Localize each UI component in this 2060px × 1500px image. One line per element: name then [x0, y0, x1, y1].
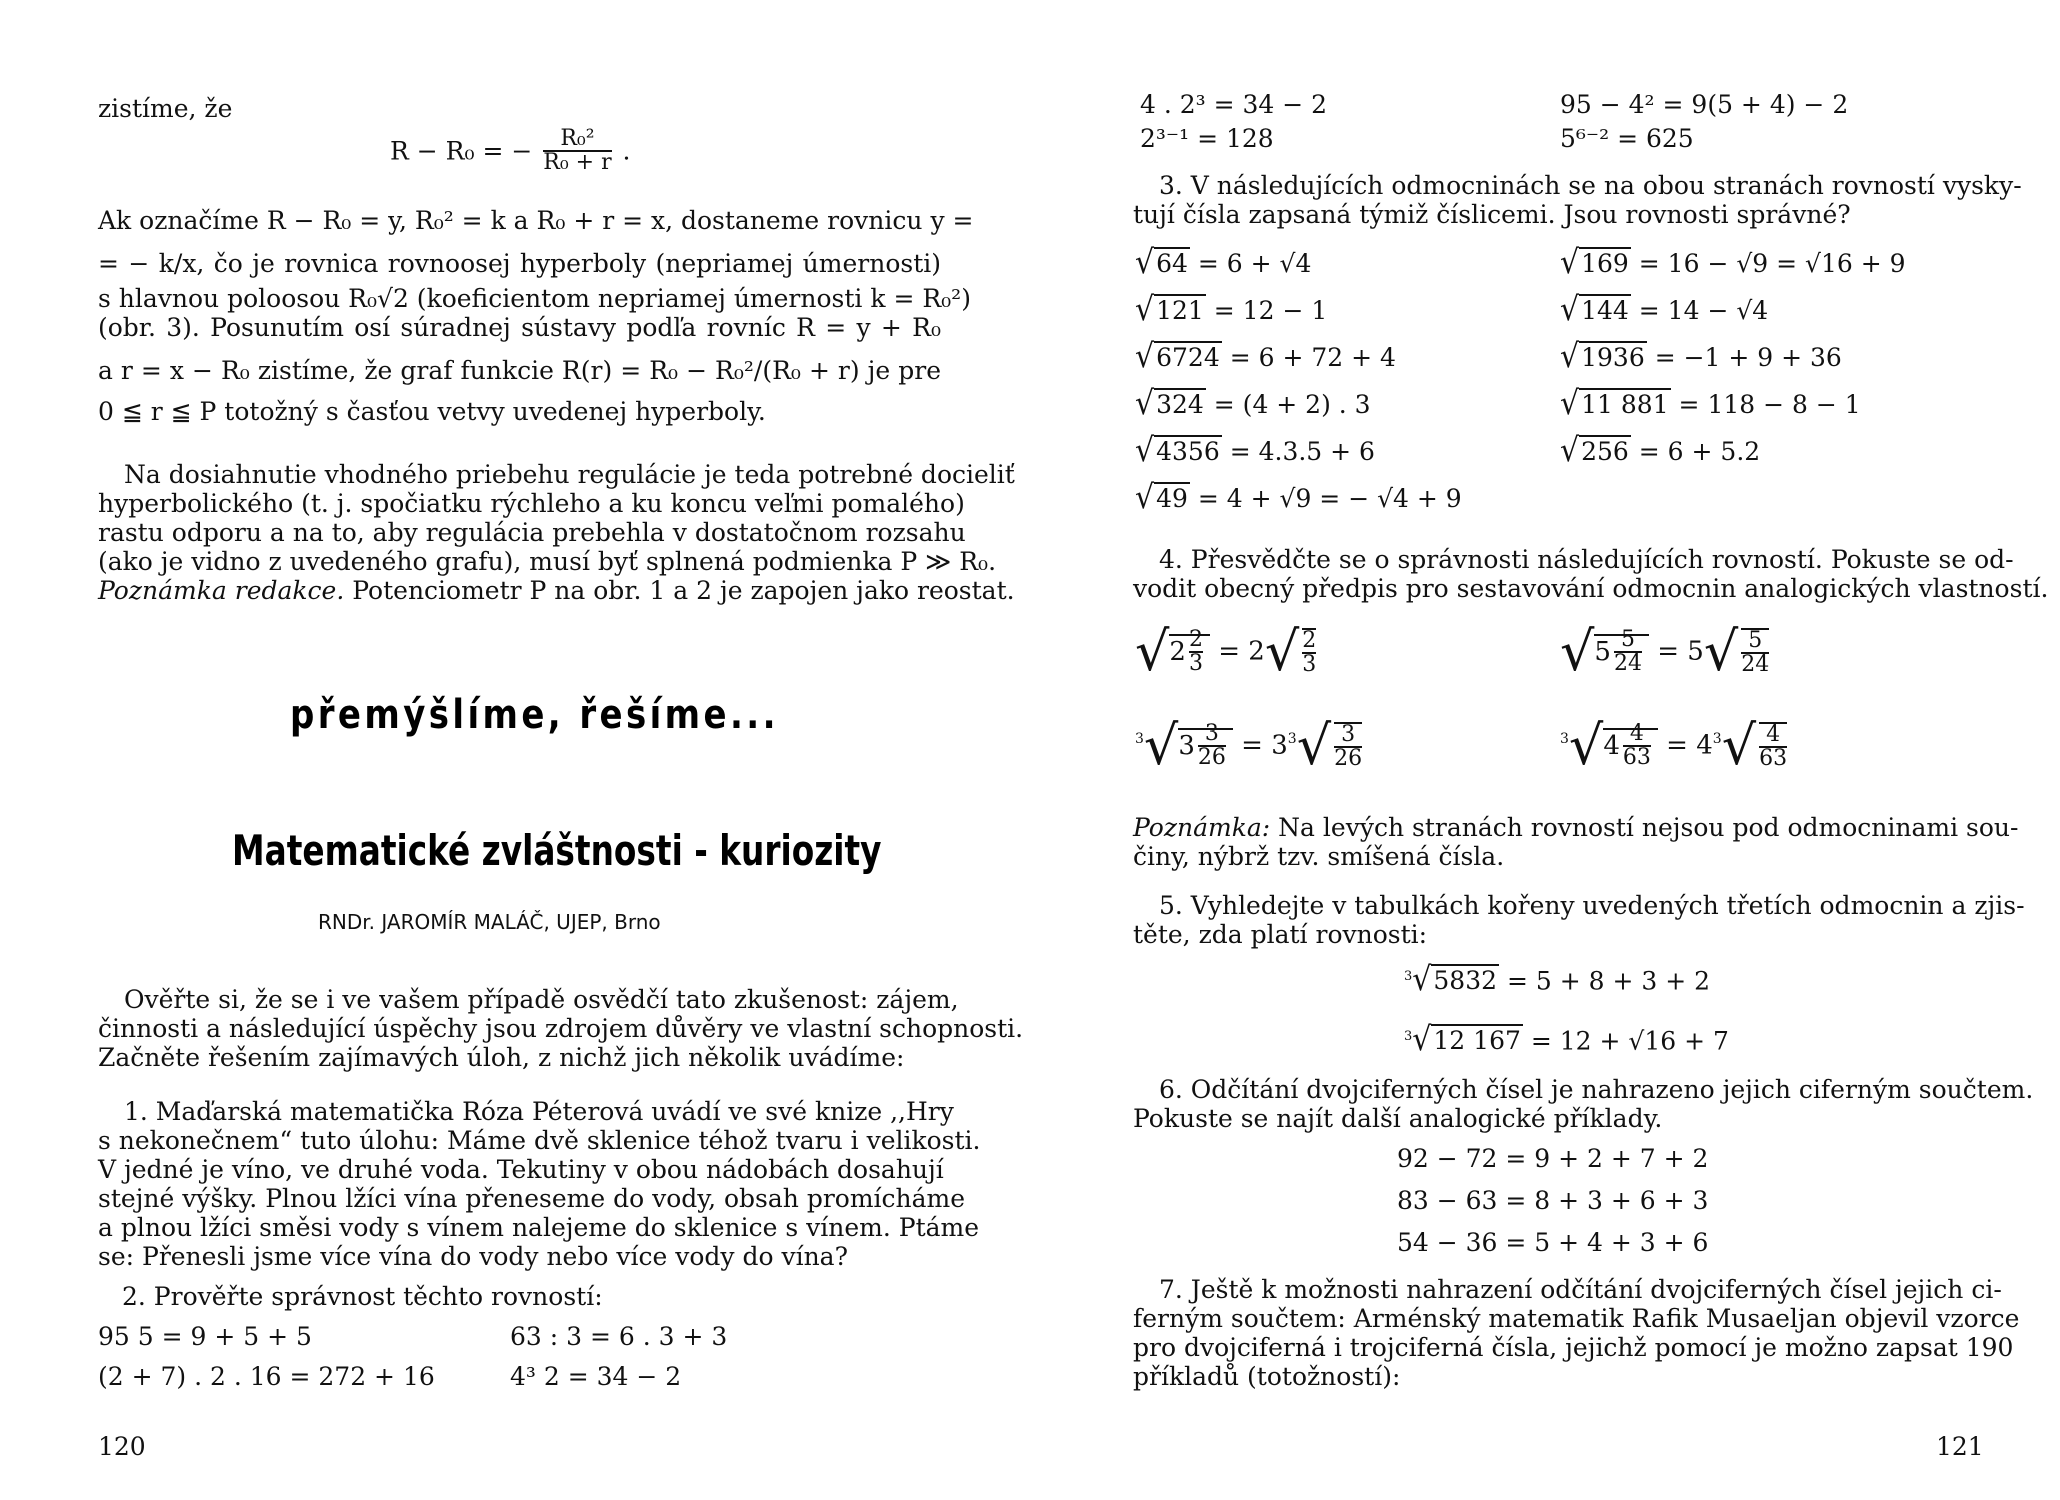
text-line: Ak označíme R − R₀ = y, R₀² = k a R₀ + r = x, dostaneme rovnicu y = [98, 206, 974, 235]
mixed-numerator: 3 [1204, 720, 1219, 746]
mixed-numerator: 5 [1748, 627, 1763, 653]
equation: 95 − 4² = 9(5 + 4) − 2 [1560, 90, 1849, 119]
radicand: 121 [1156, 296, 1204, 325]
root-equation: √11 881 = 118 − 8 − 1 [1560, 384, 1861, 423]
note-4-paragraph [1133, 813, 2019, 871]
mixed-numerator: 2 [1302, 627, 1317, 653]
problem-4-paragraph [1133, 545, 2049, 603]
mixed-numerator: 3 [1341, 721, 1356, 747]
author-line: RNDr. JAROMÍR MALÁČ, UJEP, Brno [318, 910, 661, 934]
root-equation: √324 = (4 + 2) . 3 [1135, 384, 1371, 423]
text-line: 3. V následujících odmocninách se na obou stranách rovností vysky- [1159, 171, 2022, 200]
radicand: 1936 [1581, 343, 1645, 372]
regulation-paragraph [98, 460, 1015, 605]
equation: 5⁶⁻² = 625 [1560, 124, 1694, 153]
mixed-factor: 2 [1248, 636, 1265, 667]
formula-lhs: R − R₀ = − [390, 136, 533, 166]
equation: 2³⁻¹ = 128 [1140, 124, 1274, 153]
text-line: 7. Ještě k možnosti nahrazení odčítání dvojciferných čísel jejich ci- [1159, 1275, 2002, 1304]
text-line: stejné výšky. Plnou lžíci vína přeneseme do vody, obsah promícháme [98, 1184, 966, 1213]
root-index: 3 [1712, 730, 1722, 747]
text-line: s hlavnou poloosou R₀√2 (koeficientom nepriamej úmernosti k = R₀²) [98, 284, 971, 313]
mixed-numerator: 5 [1620, 626, 1635, 652]
text-line: těte, zda platí rovnosti: [1133, 920, 1428, 949]
mixed-numerator: 2 [1188, 626, 1203, 652]
radicand: 5832 [1433, 966, 1498, 996]
root-rhs: = 6 + 5.2 [1630, 437, 1761, 466]
root-rhs: = 16 − √9 = √16 + 9 [1630, 249, 1906, 278]
note-text: Na levých stranách rovností nejsou pod odmocninami sou- [1270, 813, 2019, 842]
radicand: 169 [1581, 249, 1629, 278]
text-line: rastu odporu a na to, aby regulácia prebehla v dostatočnom rozsahu [98, 518, 966, 547]
text-line: = − k/x, čo je rovnica rovnoosej hyperboly (nepriamej úmernosti) [98, 249, 941, 278]
section-heading: přemýšlíme, řešíme... [290, 692, 779, 738]
mixed-denominator: 26 [1334, 745, 1363, 771]
mixed-whole: 3 [1178, 730, 1195, 761]
problem-6-paragraph [1133, 1075, 2034, 1133]
root-equation: √6724 = 6 + 72 + 4 [1135, 337, 1396, 376]
mixed-factor: 3 [1271, 730, 1288, 761]
root-index: 3 [1404, 1029, 1413, 1044]
formula-fraction [543, 128, 611, 174]
text-line: ferným součtem: Arménský matematik Rafik Musaeljan objevil vzorce [1133, 1304, 2020, 1333]
text-line: a r = x − R₀ zistíme, že graf funkcie R(r) = R₀ − R₀²/(R₀ + r) je pre [98, 356, 941, 385]
mixed-denominator: 24 [1741, 651, 1770, 677]
radicand: 6724 [1156, 343, 1220, 372]
root-equation: √64 = 6 + √4 [1135, 243, 1312, 282]
radicand: 324 [1156, 390, 1204, 419]
formula-denominator: R₀ + r [543, 150, 612, 175]
article-title: Matematické zvláštnosti - kuriozity [232, 826, 882, 875]
formula-display: R − R₀ = − $\frac{\text{R₀²}}{\text{R₀ + r}}$ . [390, 126, 631, 175]
problem-5-paragraph [1133, 891, 2025, 949]
mixed-whole: 4 [1603, 730, 1620, 761]
mixed-whole: 2 [1169, 636, 1186, 667]
root-equation: √4356 = 4.3.5 + 6 [1135, 431, 1375, 470]
text-line: (ako je vidno z uvedeného grafu), musí byť splnená podmienka P ≫ R₀. [98, 547, 997, 576]
subtraction-equation: 83 − 63 = 8 + 3 + 6 + 3 [1397, 1186, 1709, 1215]
note-label: Poznámka: [1133, 813, 1271, 842]
mixed-numerator: 4 [1766, 721, 1781, 747]
text-line: příkladů (totožností): [1133, 1362, 1401, 1391]
mixed-root-equation: $^3$√3 $\frac{3}{26}$ = $3^3√$ $\frac{3}{26}$ [1135, 714, 1363, 777]
text-line: 5. Vyhledejte v tabulkách kořeny uvedených třetích odmocnin a zjis- [1159, 891, 2025, 920]
root-index: 3 [1560, 730, 1569, 747]
cube-root-equation: $^3$√12 167 = 12 + √16 + 7 [1404, 1020, 1729, 1060]
intro-text: zistíme, že [98, 94, 233, 123]
equation: 4³ 2 = 34 − 2 [510, 1362, 682, 1391]
text-line: činnosti a následující úspěchy jsou zdrojem důvěry ve vlastní schopnosti. [98, 1014, 1024, 1043]
mixed-root-equation: √5 $\frac{5}{24}$ = 5√ $\frac{5}{24}$ [1560, 620, 1770, 683]
text-line: hyperbolického (t. j. spočiatku rýchleho a ku koncu veľmi pomalého) [98, 489, 965, 518]
root-equation: √1936 = −1 + 9 + 36 [1560, 337, 1842, 376]
root-rhs: = 4.3.5 + 6 [1221, 437, 1375, 466]
text-line: Na dosiahnutie vhodného priebehu regulácie je teda potrebné docieliť [124, 460, 1015, 489]
root-rhs: = (4 + 2) . 3 [1205, 390, 1371, 419]
equation: (2 + 7) . 2 . 16 = 272 + 16 [98, 1362, 435, 1391]
root-rhs: = 12 + √16 + 7 [1522, 1026, 1729, 1056]
root-rhs: = 118 − 8 − 1 [1670, 390, 1861, 419]
root-equation: √169 = 16 − √9 = √16 + 9 [1560, 243, 1906, 282]
formula-numerator: R₀² [560, 126, 595, 151]
text-line: V jedné je víno, ve druhé voda. Tekutiny v obou nádobách dosahují [98, 1155, 944, 1184]
editor-note-text: Potenciometr P na obr. 1 a 2 je zapojen jako reostat. [344, 576, 1015, 605]
page-number: 121 [1936, 1432, 1984, 1461]
mixed-whole: 5 [1594, 636, 1611, 667]
text-line: vodit obecný předpis pro sestavování odmocnin analogických vlastností. [1133, 574, 2049, 603]
root-equation: √144 = 14 − √4 [1560, 290, 1769, 329]
root-rhs: = 6 + 72 + 4 [1221, 343, 1396, 372]
cube-root-equation: $^3$√5832 = 5 + 8 + 3 + 2 [1404, 960, 1711, 1000]
text-line: 1. Maďarská matematička Róza Péterová uvádí ve své knize ,,Hry [124, 1097, 954, 1126]
equation: 4 . 2³ = 34 − 2 [1140, 90, 1328, 119]
root-equation: √256 = 6 + 5.2 [1560, 431, 1761, 470]
problem-7-paragraph [1133, 1275, 2020, 1391]
mixed-numerator: 4 [1629, 720, 1644, 746]
text-line [1133, 813, 2019, 842]
mixed-denominator: 3 [1188, 650, 1203, 676]
root-rhs: = 4 + √9 = − √4 + 9 [1189, 484, 1462, 513]
text-line: se: Přenesli jsme více vína do vody nebo více vody do vína? [98, 1242, 848, 1271]
text-line: činy, nýbrž tzv. smíšená čísla. [1133, 842, 1505, 871]
mixed-root-equation: $^3$√4 $\frac{4}{63}$ = $4^3√$ $\frac{4}{63}$ [1560, 714, 1788, 777]
mixed-denominator: 3 [1302, 651, 1317, 677]
subtraction-equation: 92 − 72 = 9 + 2 + 7 + 2 [1397, 1144, 1709, 1173]
text-line: Ověřte si, že se i ve vašem případě osvědčí tato zkušenost: zájem, [124, 985, 959, 1014]
problem-3-paragraph [1133, 171, 2022, 229]
radicand: 49 [1156, 484, 1188, 513]
mixed-denominator: 26 [1197, 744, 1226, 770]
radicand: 4356 [1156, 437, 1220, 466]
text-line: Začněte řešením zajímavých úloh, z nichž jich několik uvádíme: [98, 1043, 905, 1072]
root-rhs: = −1 + 9 + 36 [1646, 343, 1842, 372]
root-index: 3 [1287, 730, 1297, 747]
text-line: pro dvojciferná i trojciferná čísla, jejichž pomocí je možno zapsat 190 [1133, 1333, 2014, 1362]
mixed-denominator: 24 [1613, 650, 1642, 676]
text-line: 4. Přesvědčte se o správnosti následujících rovností. Pokuste se od- [1159, 545, 2014, 574]
radicand: 12 167 [1433, 1026, 1521, 1056]
mixed-factor: 5 [1687, 636, 1704, 667]
radicand: 64 [1156, 249, 1188, 278]
editor-note [98, 576, 1015, 605]
subtraction-equation: 54 − 36 = 5 + 4 + 3 + 6 [1397, 1228, 1709, 1257]
root-equation: √121 = 12 − 1 [1135, 290, 1328, 329]
text-line: Pokuste se najít další analogické příklady. [1133, 1104, 1663, 1133]
page-number: 120 [98, 1432, 146, 1461]
mixed-denominator: 63 [1622, 744, 1651, 770]
root-rhs: = 6 + √4 [1189, 249, 1312, 278]
editor-note-label: Poznámka redakce. [98, 576, 345, 605]
root-rhs: = 14 − √4 [1630, 296, 1769, 325]
text-line: a plnou lžíci směsi vody s vínem nalejeme do sklenice s vínem. Ptáme [98, 1213, 980, 1242]
equation: 95 5 = 9 + 5 + 5 [98, 1322, 312, 1351]
problem-2-text: 2. Prověřte správnost těchto rovností: [122, 1282, 603, 1311]
mixed-denominator: 63 [1759, 745, 1788, 771]
mixed-root-equation: √2 $\frac{2}{3}$ = 2√ $\frac{2}{3}$ [1135, 620, 1317, 683]
text-line: 0 ≦ r ≦ P totožný s časťou vetvy uvedenej hyperboly. [98, 397, 766, 426]
problem-1-paragraph [98, 1097, 981, 1271]
equation: 63 : 3 = 6 . 3 + 3 [510, 1322, 728, 1351]
radicand: 11 881 [1581, 390, 1669, 419]
root-rhs: = 12 − 1 [1205, 296, 1328, 325]
root-rhs: = 5 + 8 + 3 + 2 [1499, 966, 1711, 996]
radicand: 256 [1581, 437, 1629, 466]
intro-paragraph [98, 985, 1024, 1072]
root-index: 3 [1404, 969, 1413, 984]
mixed-factor: 4 [1696, 730, 1713, 761]
root-index: 3 [1135, 730, 1144, 747]
text-line: (obr. 3). Posunutím osí súradnej sústavy podľa rovníc R = y + R₀ [98, 313, 941, 342]
root-equation: √49 = 4 + √9 = − √4 + 9 [1135, 478, 1462, 517]
text-line: 6. Odčítání dvojciferných čísel je nahrazeno jejich ciferným součtem. [1159, 1075, 2034, 1104]
text-line: tují čísla zapsaná týmiž číslicemi. Jsou rovnosti správné? [1133, 200, 1851, 229]
radicand: 144 [1581, 296, 1629, 325]
hyperbola-paragraph [98, 206, 974, 426]
text-line: s nekonečnem“ tuto úlohu: Máme dvě sklenice téhož tvaru i velikosti. [98, 1126, 981, 1155]
